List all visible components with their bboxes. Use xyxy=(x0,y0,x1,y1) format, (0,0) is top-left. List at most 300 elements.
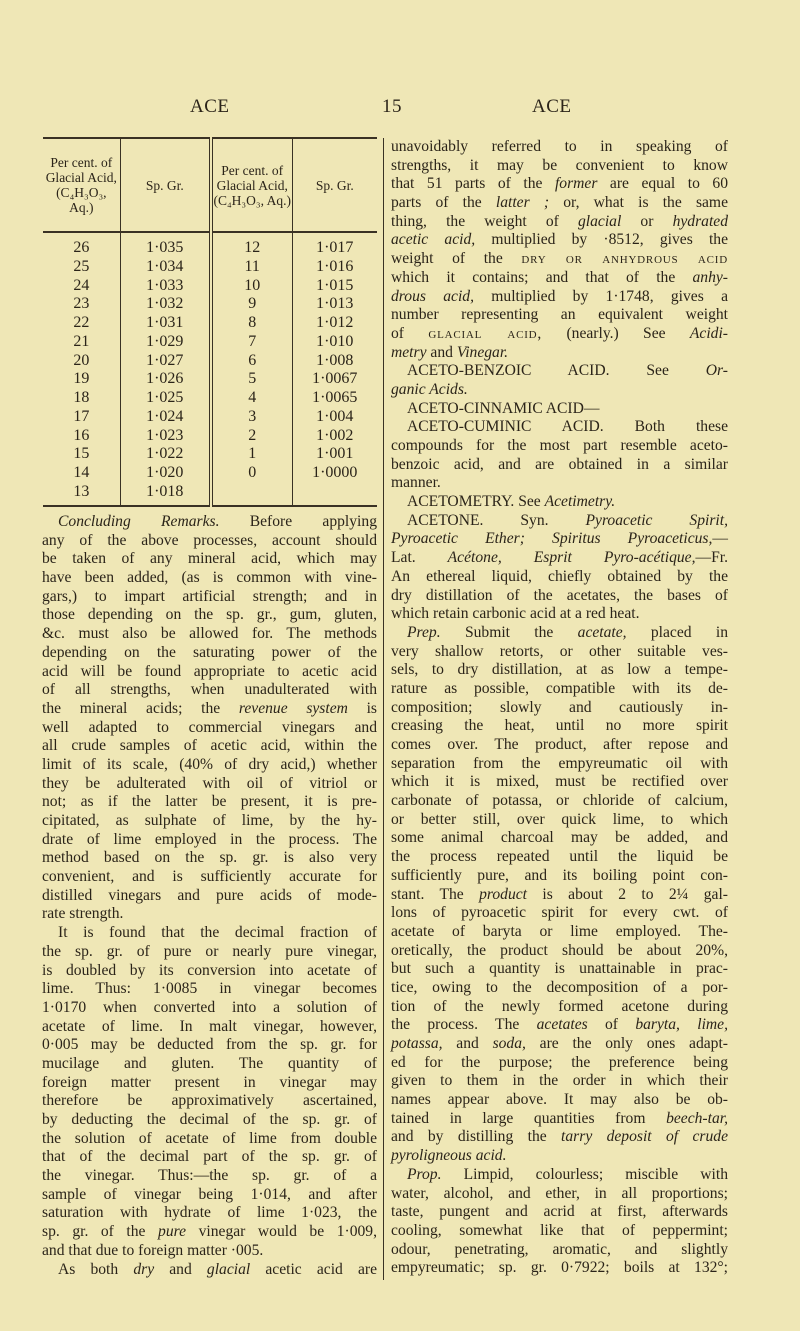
text-segment: which it is mixed, must be rectified over xyxy=(391,773,728,791)
text-line xyxy=(42,999,377,1018)
sp-gr-cell: 1·012 xyxy=(316,314,354,331)
percent-cell: 8 xyxy=(211,314,292,333)
sp-gr-cell: 1·025 xyxy=(120,389,211,408)
text-line xyxy=(391,811,728,830)
percent-cell: 13 xyxy=(43,483,120,506)
text-line xyxy=(42,719,377,738)
text-line xyxy=(391,493,728,512)
header-percent-2: Per cent. of Glacial Acid, (C₄H₃O₃, Aq.) xyxy=(211,138,292,232)
text-segment: tice, owing to the decomposition of a por- xyxy=(391,978,728,996)
text-segment: is doubled by its conversion into acetate of xyxy=(42,961,377,979)
sp-gr-cell: 1·001 xyxy=(316,445,354,463)
sp-gr-cell: 1·020 xyxy=(120,464,211,483)
text-segment: depending on the saturating power of the xyxy=(42,643,377,661)
percent-cell: 11 xyxy=(211,258,292,277)
text-line xyxy=(42,962,377,981)
text-line xyxy=(391,998,728,1017)
text-line xyxy=(391,213,728,232)
sp-gr-cell: 1·033 xyxy=(120,277,211,296)
text-line xyxy=(391,344,728,363)
italic-text: metry xyxy=(391,343,427,361)
percent-cell: 18 xyxy=(43,389,120,408)
text-line xyxy=(391,1128,728,1147)
text-segment: — xyxy=(712,530,728,548)
text-segment: be taken of any mineral acid, which may xyxy=(42,550,377,568)
text-line xyxy=(391,1241,728,1260)
text-segment: or, what is the same xyxy=(549,194,728,212)
text-line xyxy=(391,362,728,381)
text-segment: the solution of acetate of lime from double xyxy=(42,1129,377,1147)
text-line xyxy=(391,1072,728,1091)
text-line xyxy=(42,868,377,887)
text-line xyxy=(42,924,377,943)
text-segment: and xyxy=(426,343,457,361)
text-segment: Before applying xyxy=(219,513,377,530)
text-segment: stant. The xyxy=(391,885,480,903)
percent-cell: 14 xyxy=(43,464,120,483)
text-line xyxy=(391,1166,728,1185)
text-segment: dry distillation of the acetates, the bases of xyxy=(391,586,728,604)
percent-cell: 24 xyxy=(43,277,120,296)
text-segment: rate strength. xyxy=(42,905,124,923)
text-segment: benzoic acid, and are obtained in a similar xyxy=(391,455,728,473)
text-segment: taste, pungent and acrid at first, afterwards xyxy=(391,1203,728,1221)
text-segment: comes over. The product, after repose and xyxy=(391,736,728,753)
italic-text: Acidi- xyxy=(689,324,728,342)
text-line xyxy=(42,625,377,644)
text-line xyxy=(42,756,377,775)
sp-gr-cell xyxy=(292,483,377,506)
text-segment: acid will be found appropriate to acetic acid xyxy=(42,662,377,680)
text-segment: lime. Thus: 1·0085 in vinegar becomes xyxy=(42,980,377,998)
italic-text: Acétone, Esprit Pyro-acétique, xyxy=(447,549,696,567)
percent-cell: 0 xyxy=(211,464,292,483)
text-segment: weight of the xyxy=(391,250,522,268)
percent-cell xyxy=(211,483,292,506)
italic-text: acetates xyxy=(536,1016,588,1034)
text-segment: compounds for the most part resemble aceto- xyxy=(391,437,728,454)
text-segment: cooling, somewhat like that of peppermint; xyxy=(391,1221,728,1239)
text-segment: mucilage and gluten. The quantity of xyxy=(42,1054,377,1072)
table-row xyxy=(43,295,377,314)
text-line xyxy=(391,643,728,662)
text-line xyxy=(391,624,728,643)
sp-gr-cell: 1·027 xyxy=(120,352,211,371)
text-segment: is xyxy=(347,699,377,717)
text-segment: oretically, the product should be about 20%, xyxy=(391,941,728,959)
italic-text: Prep. xyxy=(407,623,441,641)
text-segment: Lat. xyxy=(391,549,448,567)
sp-gr-cell: 1·035 xyxy=(120,232,211,258)
left-column-text xyxy=(42,513,377,1279)
text-segment: sp. gr. of the xyxy=(42,1223,159,1241)
text-line xyxy=(42,550,377,569)
text-line xyxy=(42,588,377,607)
text-line xyxy=(42,1186,377,1205)
italic-text: hydrated xyxy=(672,212,728,230)
text-segment: separation from the empyreumatic oil with xyxy=(391,754,728,772)
text-line xyxy=(391,418,728,437)
text-segment: tion of the newly formed acetone during xyxy=(391,997,728,1015)
text-line xyxy=(42,1018,377,1037)
text-segment: ACETOMETRY. See xyxy=(407,493,545,511)
text-segment: placed in xyxy=(626,623,728,641)
text-line xyxy=(391,755,728,774)
percent-cell: 19 xyxy=(43,370,120,389)
text-segment: Limpid, colourless; miscible with xyxy=(441,1165,728,1183)
text-segment: vinegar would be 1·009, xyxy=(186,1223,377,1241)
text-segment: acetic acid are xyxy=(250,1260,377,1278)
text-line xyxy=(391,157,728,176)
text-line xyxy=(42,887,377,906)
text-segment: the process. The xyxy=(391,1016,537,1034)
text-line xyxy=(42,681,377,700)
text-line xyxy=(42,700,377,719)
sp-gr-cell: 1·018 xyxy=(120,483,211,506)
sp-gr-cell: 1·029 xyxy=(120,333,211,352)
italic-text: latter ; xyxy=(495,194,550,212)
text-segment: and by distilling the xyxy=(391,1128,562,1146)
text-segment: empyreumatic; sp. gr. 0·7922; boils at 132°; xyxy=(391,1259,728,1277)
text-segment: some animal charcoal may be added, and xyxy=(391,829,728,847)
italic-text: glacial xyxy=(206,1260,251,1278)
sp-gr-cell: 1·017 xyxy=(316,239,354,256)
text-segment: the mineral acids; the xyxy=(42,699,239,717)
text-line xyxy=(391,1203,728,1222)
text-line xyxy=(391,717,728,736)
text-segment: number representing an equivalent weight xyxy=(391,306,728,324)
text-line xyxy=(42,1167,377,1186)
sp-gr-cell: 1·002 xyxy=(316,426,354,444)
sp-gr-cell: 1·008 xyxy=(316,351,354,369)
text-line xyxy=(391,1222,728,1241)
running-head-right: ACE xyxy=(532,96,572,117)
italic-text: Pyroacetic Ether; Spiritus Pyroaceticus, xyxy=(391,530,713,548)
table-row xyxy=(43,333,377,352)
text-line xyxy=(391,568,728,587)
percent-cell: 2 xyxy=(211,427,292,446)
text-line xyxy=(391,400,728,419)
text-segment: gars,) to impart artificial strength; and in xyxy=(42,587,377,605)
text-line xyxy=(391,474,728,493)
sp-gr-cell: 1·016 xyxy=(316,257,354,275)
sp-gr-cell: 1·010 xyxy=(316,332,354,350)
table-row xyxy=(43,427,377,446)
text-line xyxy=(391,1110,728,1129)
text-line xyxy=(42,812,377,831)
percent-cell: 17 xyxy=(43,408,120,427)
text-segment: saturation with hydrate of lime 1·023, the xyxy=(42,1204,377,1222)
text-line xyxy=(391,1147,728,1166)
text-line xyxy=(42,606,377,625)
text-segment: cipitated, as sulphate of lime, by the hy- xyxy=(42,812,377,829)
table-row xyxy=(43,464,377,483)
text-segment: given to them in the order in which their xyxy=(391,1072,728,1090)
text-line xyxy=(42,1074,377,1093)
percent-cell: 1 xyxy=(211,445,292,464)
text-line xyxy=(391,923,728,942)
text-segment: therefore be approximatively ascertained, xyxy=(42,1092,377,1110)
text-segment: very shallow retorts, or other suitable ves- xyxy=(391,642,728,660)
table-row xyxy=(43,445,377,464)
text-line xyxy=(42,532,377,551)
text-segment: and xyxy=(442,1035,493,1052)
text-line xyxy=(42,1148,377,1167)
text-line xyxy=(391,288,728,307)
text-line xyxy=(42,1055,377,1074)
text-segment: acetate of baryta or lime employed. The- xyxy=(391,922,728,940)
text-segment: are equal to 60 xyxy=(597,175,728,193)
text-line xyxy=(42,831,377,850)
table-row xyxy=(43,258,377,277)
text-segment: sample of vinegar being 1·014, and after xyxy=(42,1185,377,1203)
text-segment: unavoidably referred to in speaking of xyxy=(391,138,728,155)
percent-cell: 16 xyxy=(43,427,120,446)
text-line xyxy=(42,644,377,663)
sp-gr-cell: 1·0067 xyxy=(312,370,358,388)
text-segment: any of the above processes, account should xyxy=(42,531,377,549)
italic-text: potassa, xyxy=(391,1035,443,1052)
text-line xyxy=(391,231,728,250)
text-line xyxy=(391,960,728,979)
sp-gr-cell: 1·0000 xyxy=(312,464,358,481)
sp-gr-cell: 1·022 xyxy=(120,445,211,464)
text-line xyxy=(42,1130,377,1149)
text-line xyxy=(42,849,377,868)
text-segment: An ethereal liquid, chiefly obtained by the xyxy=(391,567,728,585)
text-line xyxy=(391,269,728,288)
text-line xyxy=(42,1036,377,1055)
text-segment: ACETO-CUMINIC ACID. Both these xyxy=(407,418,728,436)
text-line xyxy=(391,867,728,886)
text-line xyxy=(391,587,728,606)
sp-gr-cell: 1·034 xyxy=(120,258,211,277)
text-segment: ACETO-CINNAMIC ACID— xyxy=(407,399,600,417)
table-row xyxy=(43,389,377,408)
percent-cell: 5 xyxy=(211,370,292,389)
percent-cell: 7 xyxy=(211,333,292,352)
running-head-left: ACE xyxy=(190,96,230,117)
text-segment: method based on the sp. gr. is also very xyxy=(42,849,377,867)
text-segment: ACETO-BENZOIC ACID. See xyxy=(407,362,706,380)
italic-text: Acetimetry. xyxy=(544,493,616,511)
text-segment: water, alcohol, and ether, in all proportions; xyxy=(391,1184,728,1202)
italic-text: pure xyxy=(158,1223,187,1241)
text-segment: not; as if the latter be present, it is pre- xyxy=(42,793,377,811)
column-divider xyxy=(383,138,384,1280)
text-segment: the sp. gr. of pure or nearly pure vinegar, xyxy=(42,942,377,960)
text-line xyxy=(42,737,377,756)
text-segment: odour, penetrating, aromatic, and slightly xyxy=(391,1240,728,1258)
text-segment: which it contains; and that of the xyxy=(391,268,693,286)
text-line xyxy=(391,792,728,811)
text-segment: or better still, over quick lime, to which xyxy=(391,810,728,828)
text-segment: all crude samples of acetic acid, within the xyxy=(42,737,377,755)
header-sp-gr-2: Sp. Gr. xyxy=(292,138,377,232)
text-segment: ACETONE. Syn. xyxy=(407,511,586,529)
text-segment: well adapted to commercial vinegars and xyxy=(42,718,377,736)
sp-gr-cell: 1·023 xyxy=(120,427,211,446)
text-segment: drate of lime employed in the process. The xyxy=(42,830,377,848)
text-line xyxy=(42,1111,377,1130)
text-line xyxy=(391,829,728,848)
text-segment: sels, to dry distillation, at as low a tempe- xyxy=(391,661,728,679)
text-line xyxy=(42,943,377,962)
text-line xyxy=(42,663,377,682)
italic-text: beech-tar, xyxy=(666,1109,728,1127)
text-line xyxy=(42,775,377,794)
text-segment: is about 2 to 2¼ gal- xyxy=(527,885,728,903)
text-segment: creasing the heat, until no more spirit xyxy=(391,717,728,735)
text-segment: that of the decimal part of the sp. gr. of xyxy=(42,1148,377,1166)
text-segment: limit of its scale, (40% of dry acid,) whether xyxy=(42,755,377,773)
table-body xyxy=(43,232,377,506)
italic-text: dry xyxy=(133,1260,155,1278)
small-caps-text: glacial acid, xyxy=(428,324,543,342)
italic-text: drous acid, xyxy=(391,287,474,305)
text-line xyxy=(391,456,728,475)
percent-cell: 4 xyxy=(211,389,292,408)
italic-text: Or- xyxy=(705,362,728,380)
text-line xyxy=(42,905,377,924)
text-line xyxy=(391,942,728,961)
text-line xyxy=(391,1035,728,1054)
text-segment: foreign matter present in vinegar may xyxy=(42,1073,377,1091)
italic-text: soda, xyxy=(492,1035,526,1052)
text-line xyxy=(42,1204,377,1223)
text-line xyxy=(391,194,728,213)
table-row xyxy=(43,370,377,389)
text-line xyxy=(391,904,728,923)
text-line xyxy=(391,661,728,680)
right-column-text xyxy=(391,138,728,1278)
text-segment: As both xyxy=(58,1260,134,1278)
sp-gr-cell: 1·0065 xyxy=(312,389,358,406)
text-line xyxy=(391,979,728,998)
text-segment: (nearly.) See xyxy=(542,324,690,342)
table-row xyxy=(43,232,377,258)
italic-text: Vinegar. xyxy=(456,343,509,361)
text-line xyxy=(42,1261,377,1280)
text-segment: that 51 parts of the xyxy=(391,175,555,193)
text-segment: by deducting the decimal of the sp. gr. of xyxy=(42,1111,377,1128)
text-segment: Submit the xyxy=(440,623,578,641)
text-line xyxy=(391,886,728,905)
text-segment: they be adulterated with oil of vitriol or xyxy=(42,774,377,792)
text-line xyxy=(391,175,728,194)
percent-cell: 26 xyxy=(43,232,120,258)
percent-cell: 22 xyxy=(43,314,120,333)
text-line xyxy=(391,325,728,344)
text-segment: multiplied by ·8512, gives the xyxy=(475,231,728,249)
text-line xyxy=(391,512,728,531)
text-line xyxy=(42,569,377,588)
sp-gr-cell: 1·031 xyxy=(120,314,211,333)
text-segment: manner. xyxy=(391,474,441,492)
text-segment: those depending on the sp. gr., gum, gluten, xyxy=(42,606,377,624)
percent-cell: 23 xyxy=(43,295,120,314)
page-number: 15 xyxy=(382,96,402,117)
text-segment: It is found that the decimal fraction of xyxy=(58,924,377,942)
italic-text: ganic Acids. xyxy=(391,380,468,398)
text-line xyxy=(391,1016,728,1035)
specific-gravity-table xyxy=(43,137,377,507)
italic-text: Concluding Remarks. xyxy=(58,513,220,530)
italic-text: baryta, lime, xyxy=(635,1016,728,1034)
table-row xyxy=(43,408,377,427)
text-segment: sufficiently pure, and its boiling point con- xyxy=(391,866,728,884)
percent-cell: 20 xyxy=(43,352,120,371)
sp-gr-cell: 1·015 xyxy=(316,276,354,294)
percent-cell: 9 xyxy=(211,295,292,314)
text-line xyxy=(42,980,377,999)
text-segment: —Fr. xyxy=(695,549,728,567)
italic-text: acetic acid, xyxy=(391,231,476,249)
text-segment: have been added, (as is common with vine- xyxy=(42,569,377,587)
text-line xyxy=(391,138,728,157)
header-percent-1: Per cent. of Glacial Acid, (C₄H₃O₃, Aq.) xyxy=(43,138,120,232)
text-segment: multiplied by 1·1748, gives a xyxy=(473,287,729,305)
table-row xyxy=(43,314,377,333)
text-segment: which retain carbonic acid at a red heat. xyxy=(391,605,640,623)
text-segment: thing, the weight of xyxy=(391,212,578,230)
text-line xyxy=(391,1091,728,1110)
text-segment: lons of pyroacetic spirit for every cwt. of xyxy=(391,904,728,922)
text-line xyxy=(391,1054,728,1073)
text-segment: of all strengths, when unadulterated with xyxy=(42,681,377,699)
percent-cell: 10 xyxy=(211,277,292,296)
percent-cell: 6 xyxy=(211,352,292,371)
text-segment: strengths, it may be convenient to know xyxy=(391,156,728,174)
table-row xyxy=(43,277,377,296)
sp-gr-cell: 1·024 xyxy=(120,408,211,427)
text-segment: &c. must also be allowed for. The methods xyxy=(42,625,377,643)
sp-gr-cell: 1·026 xyxy=(120,370,211,389)
text-segment: tained in large quantities from xyxy=(391,1109,667,1127)
percent-cell: 21 xyxy=(43,333,120,352)
text-segment: parts of the xyxy=(391,194,496,212)
text-line xyxy=(391,848,728,867)
table-header-row xyxy=(43,138,377,232)
italic-text: product xyxy=(479,885,528,903)
sp-gr-cell: 1·004 xyxy=(316,407,354,425)
text-segment: the process repeated until the liquid be xyxy=(391,848,728,866)
table-row xyxy=(43,352,377,371)
text-line xyxy=(391,306,728,325)
text-line xyxy=(391,773,728,792)
text-line xyxy=(391,605,728,624)
text-segment: distilled vinegars and pure acids of mode- xyxy=(42,886,377,904)
italic-text: Pyroacetic Spirit, xyxy=(585,511,728,529)
percent-cell: 15 xyxy=(43,445,120,464)
text-line xyxy=(391,530,728,549)
sp-gr-cell: 1·013 xyxy=(316,295,354,313)
text-line xyxy=(391,736,728,755)
text-line xyxy=(391,699,728,718)
italic-text: revenue system xyxy=(238,699,348,717)
text-line xyxy=(42,513,377,532)
text-segment: 1·0170 when converted into a solution of xyxy=(42,998,377,1016)
italic-text: tarry deposit of crude xyxy=(561,1128,728,1146)
text-line xyxy=(42,793,377,812)
text-segment: carbonate of potassa, or chloride of calcium, xyxy=(391,792,728,810)
text-segment: and that due to foreign matter ·005. xyxy=(42,1241,264,1259)
text-segment: and xyxy=(154,1260,207,1278)
text-line xyxy=(391,680,728,699)
italic-text: Prop. xyxy=(407,1165,442,1183)
text-segment: or xyxy=(621,212,673,230)
percent-cell: 25 xyxy=(43,258,120,277)
